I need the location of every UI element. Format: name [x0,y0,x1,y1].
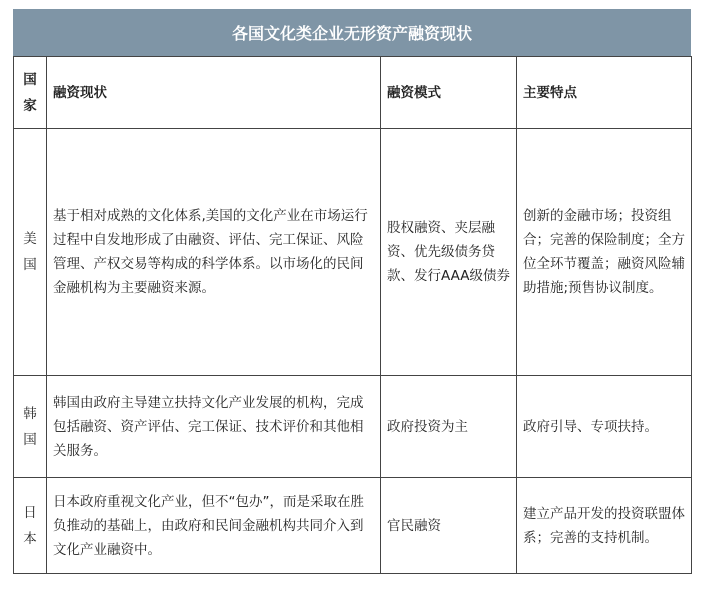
mode-cell: 官民融资 [381,478,517,574]
features-cell: 政府引导、专项扶持。 [517,376,692,478]
table-title: 各国文化类企业无形资产融资现状 [13,9,691,56]
status-cell: 日本政府重视文化产业，但不“包办”，而是采取在胜负推动的基础上，由政府和民间金融机构共同介入到文化产业融资中。 [47,478,381,574]
country-cell: 日本 [14,478,47,574]
mode-cell: 政府投资为主 [381,376,517,478]
header-country: 国家 [14,57,47,129]
header-mode: 融资模式 [381,57,517,129]
status-cell: 韩国由政府主导建立扶持文化产业发展的机构，完成包括融资、资产评估、完工保证、技术评价和其他相关服务。 [47,376,381,478]
table-row [14,129,692,376]
header-status: 融资现状 [47,57,381,129]
features-cell: 建立产品开发的投资联盟体系；完善的支持机制。 [517,478,692,574]
table-row [14,376,692,478]
country-cell: 韩国 [14,376,47,478]
financing-table [13,56,692,574]
table-row [14,478,692,574]
header-features: 主要特点 [517,57,692,129]
financing-table-figure [13,9,691,574]
status-cell: 基于相对成熟的文化体系,美国的文化产业在市场运行过程中自发地形成了由融资、评估、完工保证、风险管理、产权交易等构成的科学体系。以市场化的民间金融机构为主要融资来源。 [47,129,381,376]
mode-cell: 股权融资、夹层融资、优先级债务贷款、发行AAA级债券 [381,129,517,376]
features-cell: 创新的金融市场；投资组合；完善的保险制度；全方位全环节覆盖；融资风险辅助措施;预售协议制度。 [517,129,692,376]
country-cell: 美国 [14,129,47,376]
table-header-row [14,57,692,129]
